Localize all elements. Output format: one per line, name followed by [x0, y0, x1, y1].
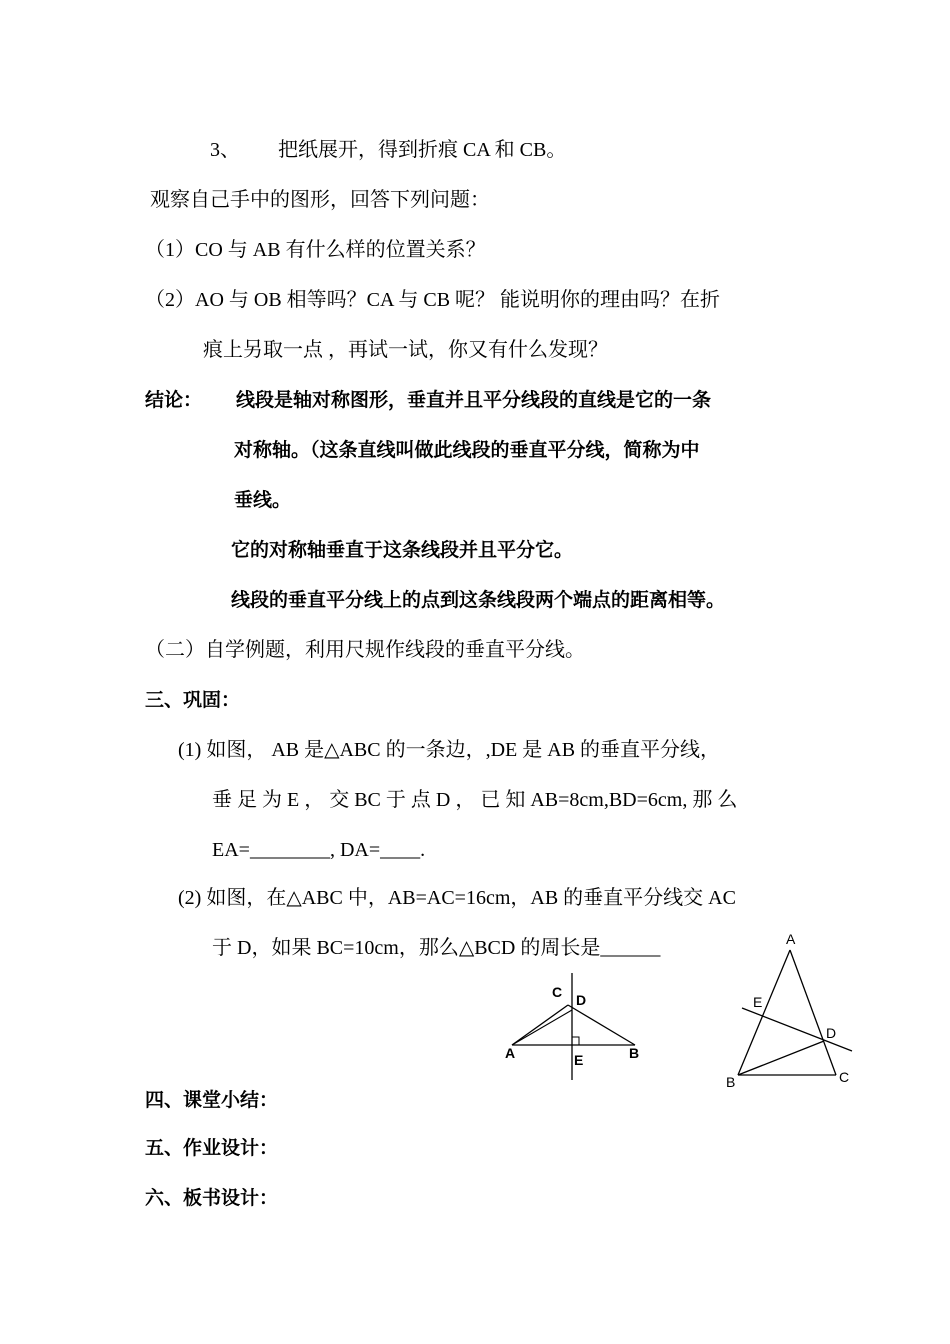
- section-5-heading: 五、作业设计：: [145, 1137, 279, 1159]
- fig2-label-e: E: [753, 994, 763, 1010]
- conclusion-line-5: 线段的垂直平分线上的点到这条线段两个端点的距离相等。: [231, 589, 726, 611]
- section-3-heading: 三、巩固：: [145, 689, 241, 711]
- figure-1-diagram: [500, 965, 650, 1085]
- question-1: （1）CO 与 AB 有什么样的位置关系？: [145, 239, 486, 261]
- fig1-segment-ac: [512, 1005, 568, 1045]
- exercise-2-line-1: (2) 如图，在△ABC 中，AB=AC=16cm，AB 的垂直平分线交 AC: [178, 887, 736, 909]
- section-4-heading: 四、课堂小结：: [145, 1089, 279, 1111]
- fig2-label-a: A: [786, 931, 796, 947]
- step3-number: 3、: [210, 139, 240, 161]
- fig2-label-c: C: [839, 1069, 850, 1085]
- fig2-label-b: B: [726, 1074, 736, 1090]
- self-study-line: （二）自学例题，利用尺规作线段的垂直平分线。: [145, 639, 585, 661]
- fig1-label-a: A: [505, 1045, 516, 1061]
- fig1-label-d: D: [576, 992, 587, 1008]
- question-2-line-1: （2）AO 与 OB 相等吗？CA 与 CB 呢？ 能说明你的理由吗？在折: [145, 289, 721, 311]
- figure-2-diagram: [720, 930, 870, 1095]
- section-6-heading: 六、板书设计：: [145, 1187, 279, 1209]
- fig2-segment-ab: [738, 950, 790, 1075]
- step3-text: 把纸展开，得到折痕 CA 和 CB。: [278, 139, 567, 161]
- fig1-segment-ad: [512, 1010, 572, 1045]
- observe-instruction: 观察自己手中的图形，回答下列问题：: [150, 189, 490, 211]
- fig1-label-c: C: [552, 984, 563, 1000]
- exercise-1-line-1: (1) 如图， AB 是△ABC 的一条边，,DE 是 AB 的垂直平分线，: [178, 739, 721, 761]
- conclusion-line-1: 线段是轴对称图形，垂直并且平分线段的直线是它的一条: [236, 389, 712, 411]
- conclusion-line-4: 它的对称轴垂直于这条线段并且平分它。: [231, 539, 574, 561]
- fig1-right-angle-mark: [572, 1037, 579, 1045]
- conclusion-line-3: 垂线。: [234, 489, 292, 511]
- question-2-line-2: 痕上另取一点 ，再试一试，你又有什么发现？: [203, 339, 608, 361]
- conclusion-line-2: 对称轴。（这条直线叫做此线段的垂直平分线，简称为中: [234, 439, 700, 461]
- conclusion-label: 结论：: [145, 389, 203, 411]
- fig1-label-e: E: [574, 1052, 584, 1068]
- exercise-1-line-2: 垂 足 为 E ， 交 BC 于 点 D ， 已 知 AB=8cm,BD=6cm, 那 么: [212, 789, 738, 811]
- fig2-segment-bd: [738, 1041, 824, 1075]
- fig1-label-b: B: [629, 1045, 640, 1061]
- exercise-1-line-3: EA=________, DA=____.: [212, 839, 426, 861]
- fig2-label-d: D: [826, 1025, 837, 1041]
- exercise-2-line-2: 于 D，如果 BC=10cm，那么△BCD 的周长是______: [212, 937, 661, 959]
- fig2-segment-ac: [790, 950, 836, 1075]
- fig1-segment-cb: [568, 1005, 635, 1045]
